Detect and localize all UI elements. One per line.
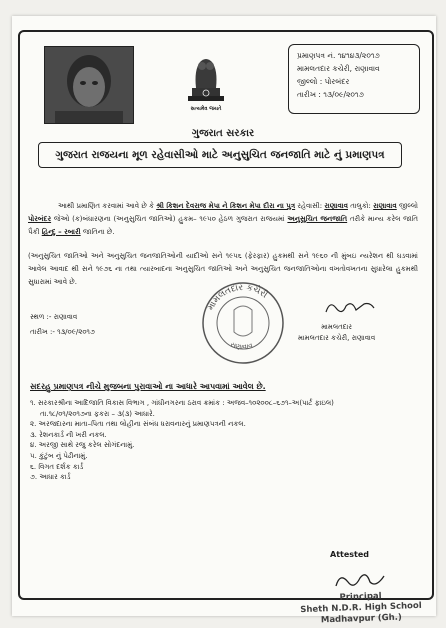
applicant-name: શ્રી કિશન દેવરાજ મેપા ને કિશન મેપા દીરા ના પુત્ર	[156, 202, 296, 210]
seal-bottom-text: રાણાવાવ	[229, 340, 254, 352]
principal-signature-icon	[330, 568, 390, 594]
list-item: તા.૧૮/૦૧/૨૦૧૭ના ફકરા – ૩(૩) આધારે.	[40, 409, 155, 418]
district-name: પોરબંદર	[28, 215, 52, 223]
text: રહેવાસી:	[295, 202, 325, 210]
school-stamp	[277, 589, 444, 628]
text: આથી પ્રમાણિત કરવામાં આવે છે કે	[58, 202, 157, 210]
certification-paragraph	[28, 200, 418, 239]
place-date-block	[30, 310, 95, 340]
svg-text:રાણાવાવ	[229, 340, 254, 351]
seal-top-text: મામલતદાર કચેરી	[205, 282, 270, 313]
school-name: Sheth N.D.R. High School	[300, 600, 422, 616]
issue-date: તારીખ : ૧૩/૦૯/૨૦૧૭	[297, 90, 364, 99]
signatory-title: મામલતદાર	[321, 323, 352, 331]
list-item: ૭. આધાર કાર્ડ	[30, 473, 71, 482]
applicant-photo	[44, 46, 134, 124]
office-seal-icon	[200, 280, 286, 366]
emblem-motto: સત્યમેવ જયતે	[190, 106, 222, 112]
list-item: ૨. અરજદારના માતા–પિતા તથા લોહીના સંબંધ ધરાવનારનું પ્રમાણપત્રની નકલ.	[30, 420, 246, 429]
certificate-title: ગુજરાત રાજયના મૂળ રહેવાસીઓ માટે અનુસુચિત જનજાતિ માટે નું પ્રમાણપત્ર	[38, 142, 402, 168]
district: જીલ્લો : પોરબંદર	[297, 77, 350, 86]
text: જાતિના છે.	[80, 228, 115, 236]
list-item: ૫. કુંટુંબ નું પેઢીનામું.	[30, 451, 88, 460]
signatory-block	[298, 322, 375, 344]
list-item: ૩. રેશનકાર્ડ ની ખરી નકલ.	[30, 430, 107, 439]
school-place: Madhavpur (Gh.)	[320, 612, 402, 626]
signatory-office: મામલતદાર કચેરી, રાણાવાવ	[298, 334, 376, 342]
principal-label: Principal	[339, 591, 382, 603]
list-item: ૬. વિગત દર્શક કાર્ડ	[30, 462, 84, 471]
text: જીલ્લો	[396, 202, 418, 210]
taluka: રાણાવાવ	[373, 202, 397, 210]
national-emblem-icon	[174, 50, 238, 108]
legal-reference-paragraph: (અનુસુચિત જાતિઓ અને અનુસુચિત જનજાતિઓની યાદીઓ સને ૧૯૫૬ (ફેરફાર) હુકમથી સને ૧૯૬૦ ની મુંબઇ ન્યરેશન થી ઘડવામાં આવેલ આવાદ થી સને ૧૯૭૬ ના તથા ત્યારબાદના અનુસુચિત જાતિઓ અને અનુસુચિત જનજાતિઓના વખતોવખતના સુધારેલા હુકમથી સુધારામાં આવે છે.	[28, 252, 418, 286]
caste: હિન્દુ – રબારી	[41, 228, 81, 236]
issuing-office: મામલતદાર કચેરી, રાણાવાવ	[297, 64, 380, 73]
text: તાલુકો:	[347, 202, 374, 210]
village: રાણાવાવ	[324, 202, 348, 210]
date-label: તારીખ :- ૧૩/૦૯/૨૦૧૭	[30, 328, 95, 336]
category: અનુસુચિત જનજાતિ	[287, 215, 348, 223]
certificate-number-box	[288, 44, 420, 114]
attested-label: Attested	[330, 550, 370, 559]
government-heading: ગુજરાત સરકાર	[191, 128, 255, 139]
text: તરીકે માન્ય કરેલ જાતિ પૈકી	[28, 215, 418, 236]
list-item: ૪. અરજી સાથે રજુ કરેલ સોગંદનામું.	[30, 441, 135, 450]
documents-list	[30, 398, 430, 483]
documents-heading: સદરહુ પ્રમાણપત્ર નીચે મુજબના પુરાવાઓ ના આધારે આપવામાં આવેલ છે.	[30, 382, 266, 391]
certificate-number: પ્રમાણપત્ર નં. ૧૪૧૪૩/૨૦૧૭	[297, 51, 380, 60]
list-item: ૧. સરકારશ્રીના આદિજાતિ વિકાસ વિભાગ , ગાંધીનગરના ઠરાવ ક્રમાંક : અજવ–૧૦૨૦૦૮–૬૭૧–અ(પાર્ટ ફાઇલ)	[30, 399, 334, 407]
place-label: સ્થળ :- રાણાવાવ	[30, 313, 78, 321]
officer-signature-icon	[312, 296, 392, 318]
text: જેઓ (ક)બંધારણના (અનુસુચિત જાતિઓ) હુકમ– ૧૯૫૦ હેઠળ ગુજરાત રાજયમાં	[51, 215, 288, 223]
